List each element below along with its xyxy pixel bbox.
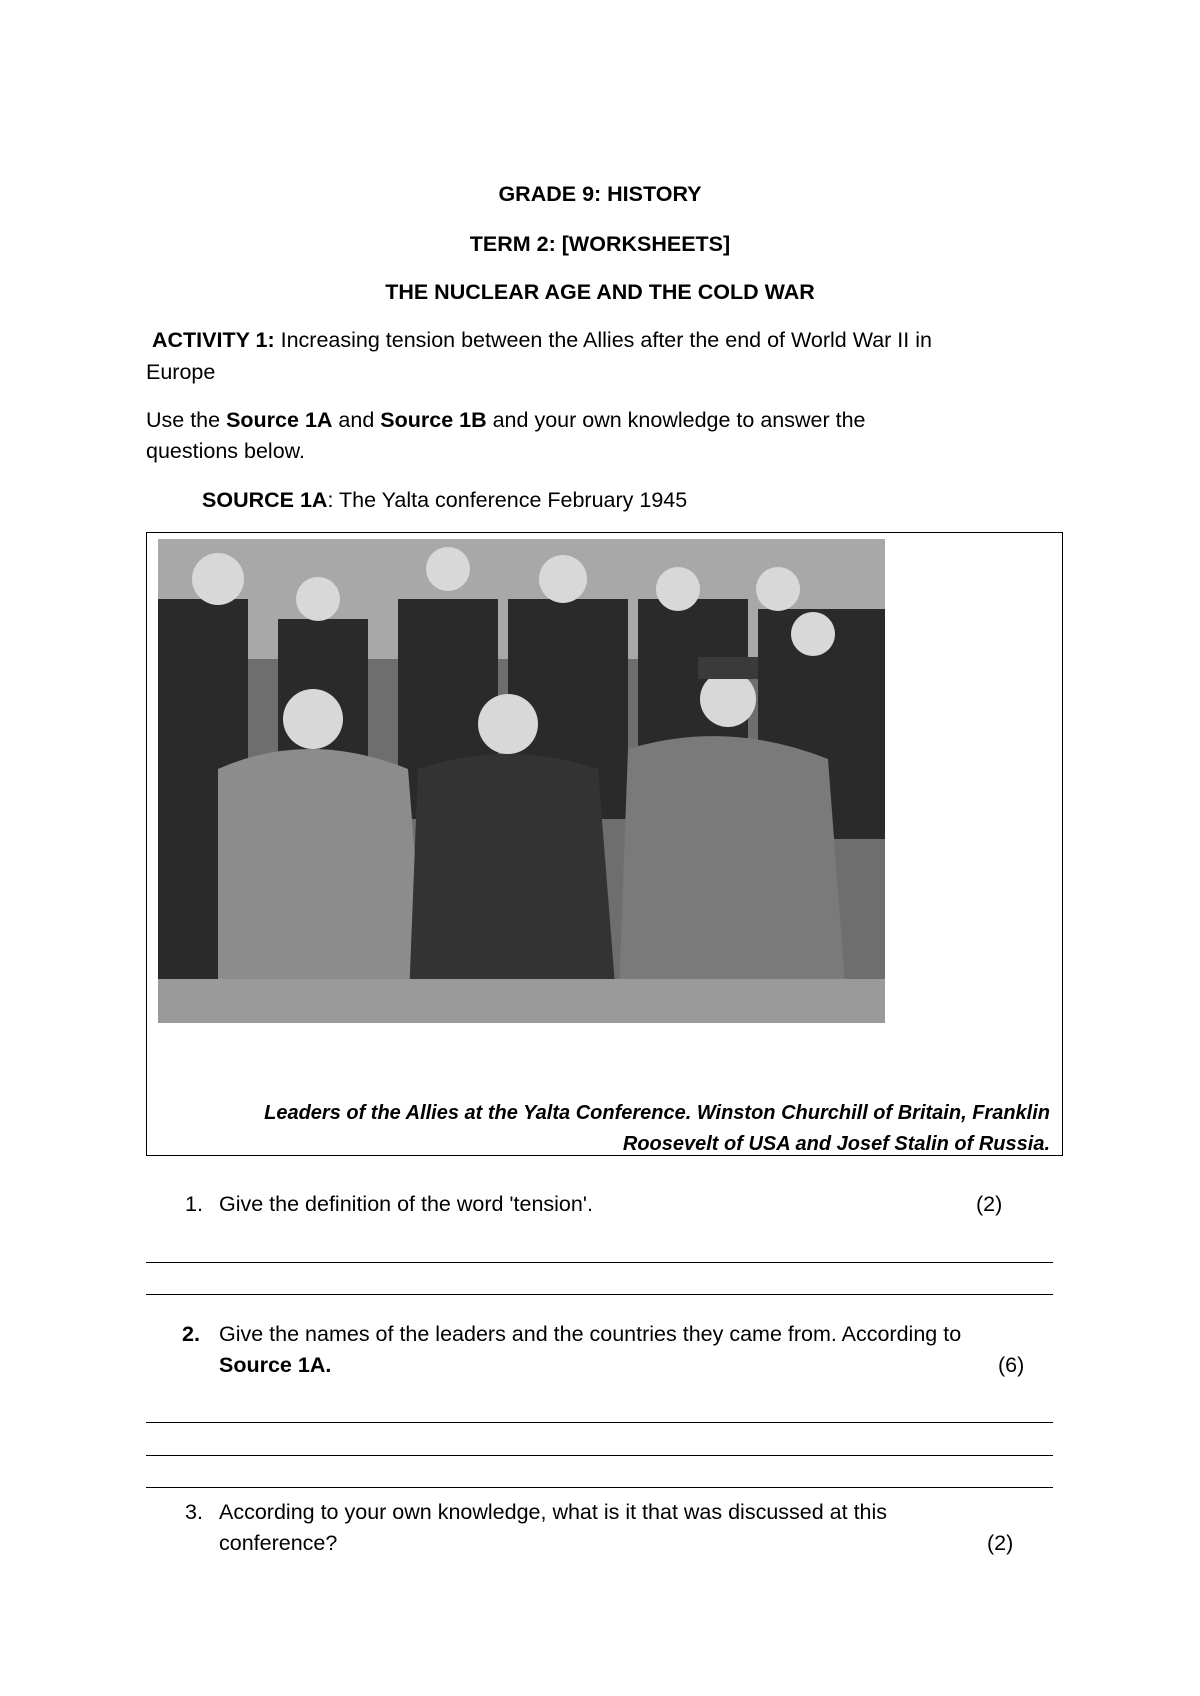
instr-text: and your own knowledge to answer the (486, 408, 866, 432)
question-1-number: 1. (185, 1192, 203, 1216)
source-text: : The Yalta conference February 1945 (327, 488, 688, 512)
question-3-marks: (2) (987, 1531, 1014, 1555)
answer-line[interactable] (146, 1487, 1053, 1488)
answer-line[interactable] (146, 1262, 1053, 1263)
instr-source-a: Source 1A (226, 408, 333, 432)
question-2-marks: (6) (998, 1353, 1025, 1377)
term-heading: TERM 2: [WORKSHEETS] (469, 232, 731, 256)
yalta-conference-photo (158, 539, 885, 1023)
question-2-number: 2. (182, 1322, 200, 1346)
activity-text-cont: Europe (146, 360, 216, 384)
instr-text: Use the (146, 408, 227, 432)
question-1-text: Give the definition of the word 'tension'. (219, 1192, 593, 1216)
photo-caption-line2: Roosevelt of USA and Josef Stalin of Russia. (622, 1133, 1050, 1155)
answer-line[interactable] (146, 1422, 1053, 1423)
question-1-marks: (2) (976, 1192, 1003, 1216)
activity-label: ACTIVITY 1: (152, 328, 275, 352)
question-3-number: 3. (185, 1500, 203, 1524)
photo-caption-line1: Leaders of the Allies at the Yalta Conference. Winston Churchill of Britain, Franklin (264, 1102, 1050, 1124)
instructions-cont: questions below. (146, 439, 305, 463)
topic-heading: THE NUCLEAR AGE AND THE COLD WAR (385, 280, 815, 304)
answer-line[interactable] (146, 1294, 1053, 1295)
source-label: SOURCE 1A (202, 488, 328, 512)
instructions (146, 410, 866, 432)
question-2-text-cont: Source 1A. (219, 1353, 332, 1377)
question-3-text-cont: conference? (219, 1531, 338, 1555)
question-2-text: Give the names of the leaders and the countries they came from. According to (219, 1322, 962, 1346)
instr-text: and (332, 408, 381, 432)
activity-text: Increasing tension between the Allies after the end of World War II in (274, 328, 932, 352)
answer-line[interactable] (146, 1455, 1053, 1456)
activity-heading (152, 330, 932, 352)
instr-source-b: Source 1B (380, 408, 487, 432)
photo-illustration (158, 539, 885, 1023)
page-title: GRADE 9: HISTORY (498, 182, 702, 206)
source-heading (202, 490, 687, 512)
question-3-text: According to your own knowledge, what is it that was discussed at this (219, 1500, 888, 1524)
